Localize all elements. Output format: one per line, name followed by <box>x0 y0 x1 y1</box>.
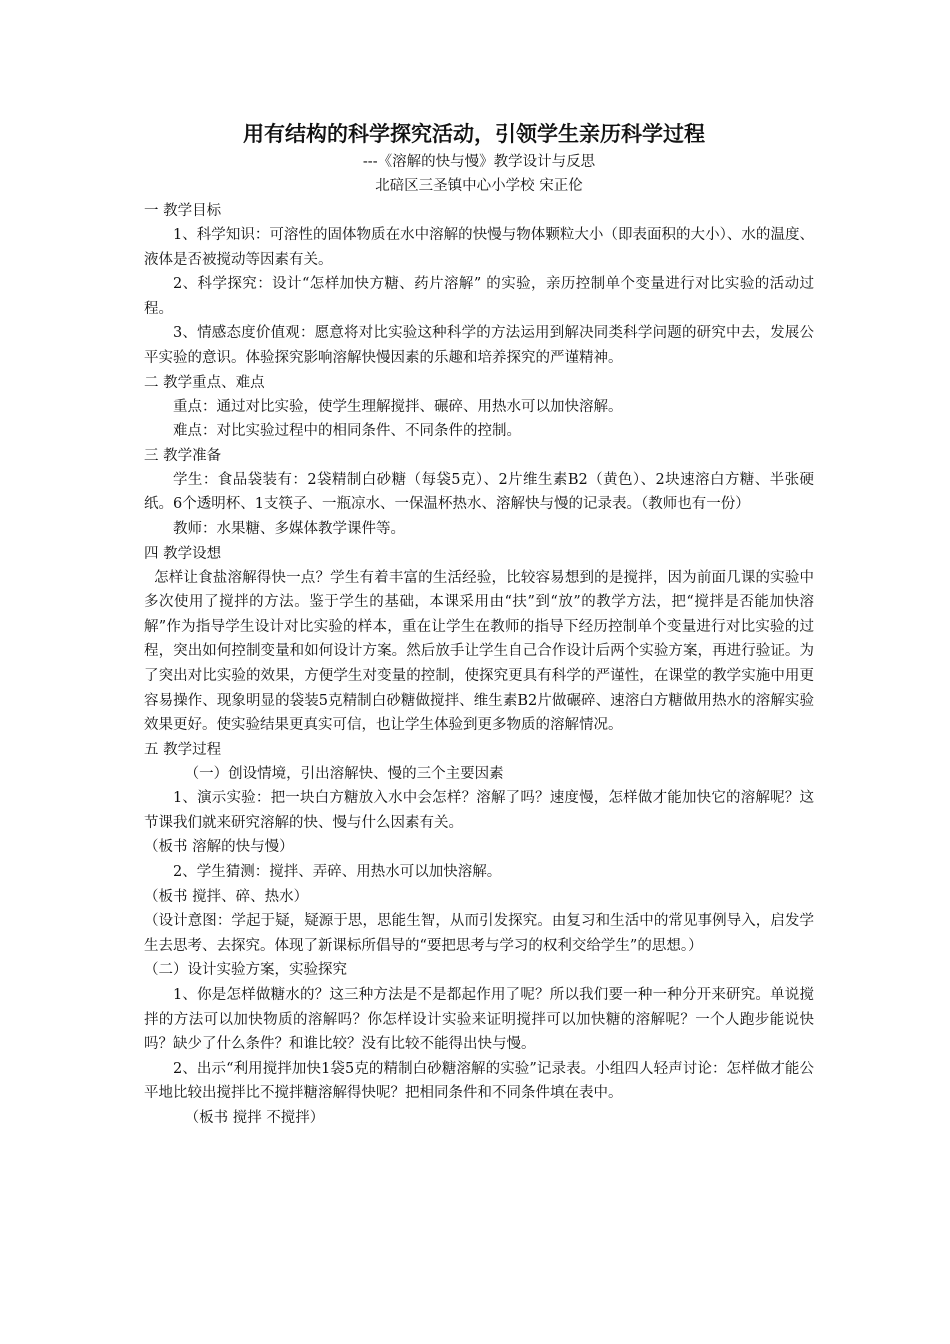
section-heading-key-points: 二 教学重点、难点 <box>144 374 265 391</box>
section-heading-concept: 四 教学设想 <box>144 545 222 562</box>
paragraph: 学生：食品袋装有：2袋精制白砂糖（每袋5克）、2片维生素B2（黄色）、2块速溶白方糖、半张硬纸。6个透明杯、1支筷子、一瓶凉水、一保温杯热水、溶解快与慢的记录表。（教师也有一份） <box>144 471 814 513</box>
paragraph: 1、演示实验：把一块白方糖放入水中会怎样？溶解了吗？速度慢，怎样做才能加快它的溶解呢？这节课我们就来研究溶解的快、慢与什么因素有关。 <box>144 790 814 831</box>
section-heading-preparation: 三 教学准备 <box>144 447 222 464</box>
board-note: （板书 搅拌 不搅拌） <box>184 1110 325 1126</box>
section-heading-process: 五 教学过程 <box>144 741 222 758</box>
paragraph: 2、科学探究：设计“怎样加快方糖、药片溶解” 的实验，亲历控制单个变量进行对比实验的活动过程。 <box>144 276 814 317</box>
document-title: 用有结构的科学探究活动，引领学生亲历科学过程 <box>243 122 705 146</box>
paragraph: 1、你是怎样做糖水的？这三种方法是不是都起作用了呢？所以我们要一种一种分开来研究。单说搅拌的方法可以加快物质的溶解吗？你怎样设计实验来证明搅拌可以加快糖的溶解呢？一个人跑步能说快吗？缺少了什么条件？和谁比较？没有比较不能得出快与慢。 <box>144 987 814 1053</box>
subsection-heading: （二）设计实验方案，实验探究 <box>144 962 347 979</box>
paragraph: 教师：水果糖、多媒体教学课件等。 <box>173 520 405 537</box>
design-intent-note: （设计意图：学起于疑，疑源于思，思能生智，从而引发探究。由复习和生活中的常见事例导入，启发学生去思考、去探究。体现了新课标所倡导的“要把思考与学习的权利交给学生”的思想。） <box>144 913 814 954</box>
board-note: （板书 溶解的快与慢） <box>144 839 294 856</box>
paragraph: 2、出示“利用搅拌加快1袋5克的精制白砂糖溶解的实验”记录表。小组四人轻声讨论：怎样做才能公平地比较出搅拌比不搅拌糖溶解得快呢？把相同条件和不同条件填在表中。 <box>144 1060 814 1102</box>
subsection-heading: （一）创设情境，引出溶解快、慢的三个主要因素 <box>184 765 504 782</box>
paragraph: 重点：通过对比实验，使学生理解搅拌、碾碎、用热水可以加快溶解。 <box>173 398 623 415</box>
document-subtitle: ---《溶解的快与慢》教学设计与反思 <box>362 154 596 170</box>
paragraph: 难点：对比实验过程中的相同条件、不同条件的控制。 <box>173 423 521 440</box>
document-page <box>144 118 814 1131</box>
paragraph: 3、情感态度价值观：愿意将对比实验这种科学的方法运用到解决同类科学问题的研究中去，发展公平实验的意识。体验探究影响溶解快慢因素的乐趣和培养探究的严谨精神。 <box>144 325 814 366</box>
paragraph: 2、学生猜测：搅拌、弄碎、用热水可以加快溶解。 <box>173 864 502 881</box>
paragraph: 1、科学知识：可溶性的固体物质在水中溶解的快慢与物体颗粒大小（即表面积的大小）、水的温度、液体是否被搅动等因素有关。 <box>144 227 814 268</box>
section-heading-goals: 一 教学目标 <box>144 203 222 219</box>
board-note: （板书 搅拌、碎、热水） <box>144 888 309 905</box>
paragraph: 怎样让食盐溶解得快一点？学生有着丰富的生活经验，比较容易想到的是搅拌，因为前面几课的实验中多次使用了搅拌的方法。鉴于学生的基础，本课采用由“扶”到“放”的教学方法，把“搅拌是否能加快溶解”作为指导学生设计对比实验的样本，重在让学生在教师的指导下经历控制单个变量进行对比实验的过程，突出如何控制变量和如何设计方案。然后放手让学生自己合作设计后两个实验方案，再进行验证。为了突出对比实验的效果，方便学生对变量的控制，使探究更具有科学的严谨性，在课堂的教学实施中用更容易操作、现象明显的袋装5克精制白砂糖做搅拌、维生素B2片做碾碎、速溶白方糖做用热水的溶解实验效果更好。使实验结果更真实可信，也让学生体验到更多物质的溶解情况。 <box>144 569 814 734</box>
author-line: 北碚区三圣镇中心小学校 宋正伦 <box>375 178 583 194</box>
